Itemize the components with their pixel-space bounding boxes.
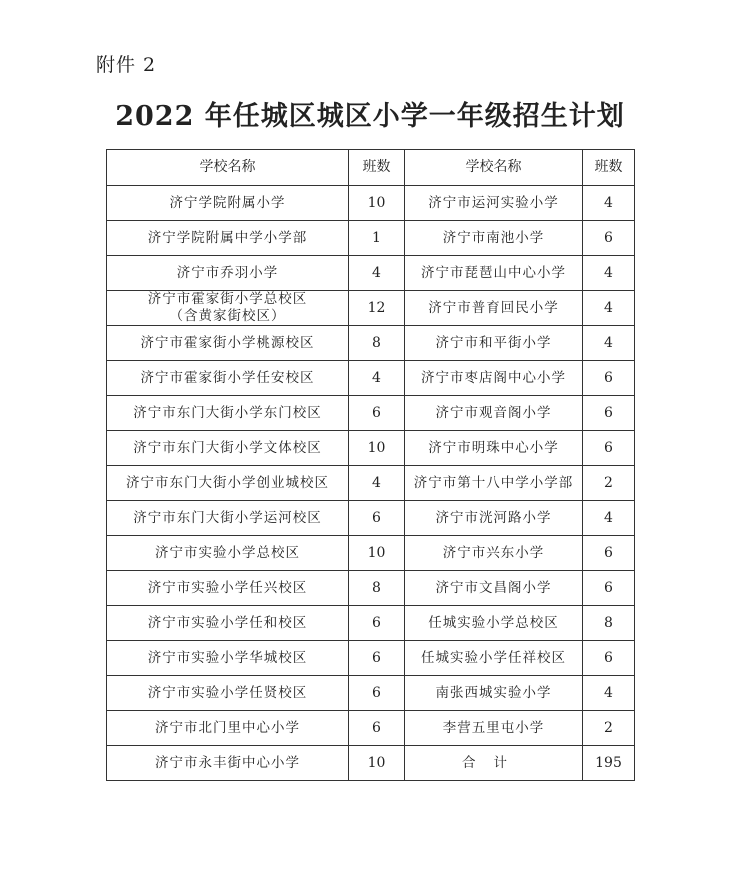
class-count-cell: 10 — [349, 186, 405, 221]
school-name-line-1: 济宁市霍家街小学总校区 — [147, 291, 308, 307]
school-name-cell: 济宁市枣店阁中心小学 — [405, 361, 583, 396]
school-name-cell: 南张西城实验小学 — [405, 676, 583, 711]
school-name-cell: 济宁市东门大街小学东门校区 — [107, 396, 349, 431]
class-count-cell: 6 — [583, 641, 635, 676]
table-row — [107, 221, 635, 256]
table-row — [107, 431, 635, 466]
school-name-cell: 济宁学院附属小学 — [107, 186, 349, 221]
school-name-cell: 济宁市实验小学任贤校区 — [107, 676, 349, 711]
table-row — [107, 256, 635, 291]
class-count-cell: 4 — [583, 291, 635, 326]
attachment-label: 附件 2 — [96, 54, 157, 76]
table-row — [107, 501, 635, 536]
school-name-cell: 任城实验小学总校区 — [405, 606, 583, 641]
class-count-cell: 6 — [583, 361, 635, 396]
school-name-cell: 济宁市东门大街小学文体校区 — [107, 431, 349, 466]
class-count-cell: 8 — [349, 571, 405, 606]
class-count-cell: 2 — [583, 466, 635, 501]
school-name-cell: 济宁市北门里中心小学 — [107, 711, 349, 746]
school-name-cell: 济宁市南池小学 — [405, 221, 583, 256]
school-name-cell: 济宁市东门大街小学创业城校区 — [107, 466, 349, 501]
table-row — [107, 361, 635, 396]
table-row — [107, 641, 635, 676]
header-classes-right: 班数 — [583, 150, 635, 186]
school-name-cell: 济宁市普育回民小学 — [405, 291, 583, 326]
class-count-cell: 6 — [583, 536, 635, 571]
table-row — [107, 326, 635, 361]
school-name-cell: 济宁市霍家街小学桃源校区 — [107, 326, 349, 361]
total-label-cell: 合计 — [405, 746, 583, 781]
class-count-cell: 12 — [349, 291, 405, 326]
table-row — [107, 571, 635, 606]
school-name-cell: 济宁市和平街小学 — [405, 326, 583, 361]
table-row — [107, 466, 635, 501]
table-row — [107, 711, 635, 746]
class-count-cell: 6 — [349, 501, 405, 536]
school-name-cell: 任城实验小学任祥校区 — [405, 641, 583, 676]
class-count-cell: 4 — [583, 501, 635, 536]
school-name-cell: 济宁市第十八中学小学部 — [405, 466, 583, 501]
class-count-cell: 6 — [583, 221, 635, 256]
school-name-cell: 济宁市洸河路小学 — [405, 501, 583, 536]
class-count-cell: 6 — [349, 641, 405, 676]
table-row — [107, 536, 635, 571]
school-name-cell: 济宁市明珠中心小学 — [405, 431, 583, 466]
class-count-cell: 4 — [583, 256, 635, 291]
header-school-name-left: 学校名称 — [107, 150, 349, 186]
table-header-row — [107, 150, 635, 186]
school-name-cell: 济宁市兴东小学 — [405, 536, 583, 571]
table-row — [107, 291, 635, 326]
school-name-cell: 济宁市实验小学任和校区 — [107, 606, 349, 641]
school-name-cell — [107, 291, 349, 326]
class-count-cell: 8 — [349, 326, 405, 361]
school-name-cell: 济宁市实验小学华城校区 — [107, 641, 349, 676]
school-name-cell: 济宁学院附属中学小学部 — [107, 221, 349, 256]
class-count-cell: 4 — [349, 466, 405, 501]
school-name-cell: 济宁市霍家街小学任安校区 — [107, 361, 349, 396]
enrollment-plan-table — [106, 149, 635, 781]
class-count-cell: 2 — [583, 711, 635, 746]
school-name-cell: 济宁市实验小学总校区 — [107, 536, 349, 571]
class-count-cell: 6 — [349, 606, 405, 641]
header-classes-left: 班数 — [349, 150, 405, 186]
school-name-line-2: （含黄家街校区） — [169, 308, 286, 324]
class-count-cell: 4 — [583, 676, 635, 711]
table-row — [107, 746, 635, 781]
school-name-cell: 济宁市琵琶山中心小学 — [405, 256, 583, 291]
school-name-cell: 济宁市运河实验小学 — [405, 186, 583, 221]
page-title: 2022 年任城区城区小学一年级招生计划 — [115, 101, 625, 132]
school-name-cell: 济宁市观音阁小学 — [405, 396, 583, 431]
class-count-cell: 4 — [349, 256, 405, 291]
school-name-cell: 济宁市文昌阁小学 — [405, 571, 583, 606]
class-count-cell: 10 — [349, 431, 405, 466]
header-school-name-right: 学校名称 — [405, 150, 583, 186]
class-count-cell: 10 — [349, 746, 405, 781]
table-row — [107, 606, 635, 641]
total-count-cell: 195 — [583, 746, 635, 781]
class-count-cell: 6 — [583, 571, 635, 606]
class-count-cell: 1 — [349, 221, 405, 256]
school-name-cell: 济宁市实验小学任兴校区 — [107, 571, 349, 606]
class-count-cell: 6 — [583, 431, 635, 466]
class-count-cell: 4 — [349, 361, 405, 396]
class-count-cell: 10 — [349, 536, 405, 571]
class-count-cell: 8 — [583, 606, 635, 641]
school-name-cell: 济宁市乔羽小学 — [107, 256, 349, 291]
school-name-cell: 李营五里屯小学 — [405, 711, 583, 746]
class-count-cell: 4 — [583, 186, 635, 221]
class-count-cell: 6 — [583, 396, 635, 431]
table-row — [107, 186, 635, 221]
table-row — [107, 396, 635, 431]
table-row — [107, 676, 635, 711]
class-count-cell: 6 — [349, 676, 405, 711]
class-count-cell: 4 — [583, 326, 635, 361]
class-count-cell: 6 — [349, 711, 405, 746]
school-name-cell: 济宁市东门大街小学运河校区 — [107, 501, 349, 536]
school-name-cell: 济宁市永丰街中心小学 — [107, 746, 349, 781]
class-count-cell: 6 — [349, 396, 405, 431]
